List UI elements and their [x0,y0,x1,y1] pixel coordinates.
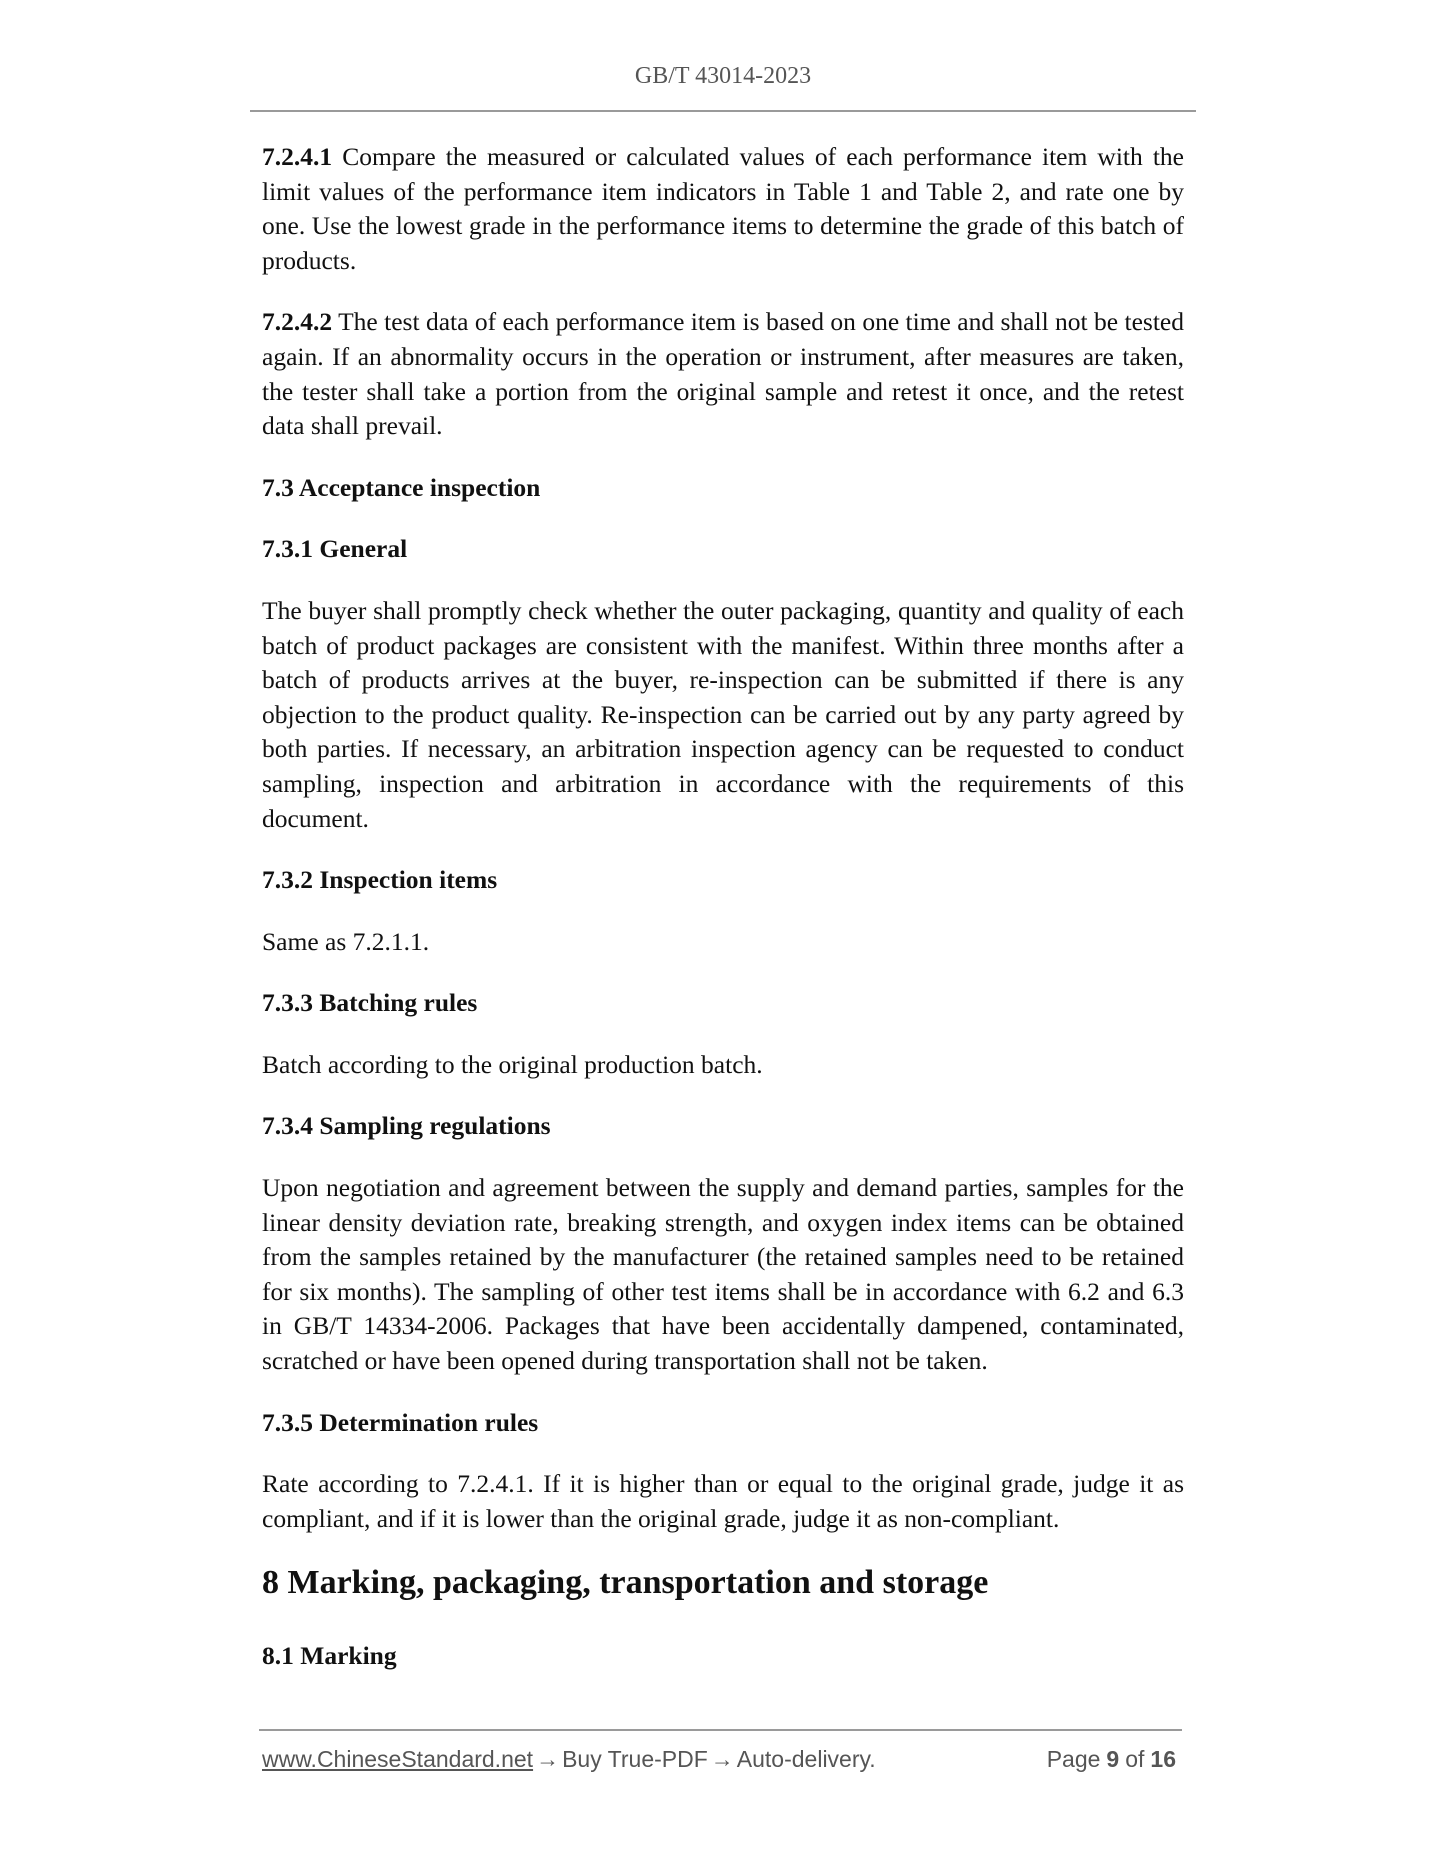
document-body [262,140,1184,1701]
paragraph-general: The buyer shall promptly check whether the outer packaging, quantity and quality of each batch of product packages are consistent with the manifest. Within three months after a batch of products arrives at the buyer, re-inspection can be submitted if there is any objection to the product quality. Re-inspection can be carried out by any party agreed by both parties. If necessary, an arbitration inspection agency can be requested to conduct sampling, inspection and arbitration in accordance with the requirements of this document. [262,595,1184,833]
heading-7-3-5: 7.3.5 Determination rules [262,1407,539,1437]
heading-7-3-3: 7.3.3 Batching rules [262,988,478,1018]
clause-text: Compare the measured or calculated values of each performance item with the limit values of the performance item indicators in Table 1 and Table 2, and rate one by one. Use the lowest grade in the performance items to determine the grade of this batch of products. [262,142,1184,275]
of-label: of [1125,1746,1145,1772]
page-footer [262,1745,1182,1773]
heading-8-1: 8.1 Marking [262,1641,397,1671]
auto-delivery-text: Auto-delivery. [736,1746,876,1772]
running-header-doc-id: GB/T 43014-2023 [634,63,812,89]
paragraph-batching-rules: Batch according to the original production batch. [262,1049,763,1079]
page-indicator [1047,1745,1182,1773]
site-link[interactable]: www.ChineseStandard.net [262,1746,534,1772]
heading-7-3: 7.3 Acceptance inspection [262,472,541,502]
heading-7-3-1: 7.3.1 General [262,534,408,564]
arrow-right-icon: → [536,1746,560,1772]
paragraph-inspection-items: Same as 7.2.1.1. [262,926,430,956]
page-label: Page [1046,1746,1101,1772]
clause-number: 7.2.4.2 [262,307,333,337]
arrow-right-icon: → [710,1746,734,1772]
heading-7-3-4: 7.3.4 Sampling regulations [262,1111,551,1141]
page-current: 9 [1106,1746,1120,1772]
paragraph-sampling-regulations: Upon negotiation and agreement between the supply and demand parties, samples for the linear density deviation rate, breaking strength, and oxygen index items can be obtained from the samples retained by the manufacturer (the retained samples need to be retained for six months). The sampling of other test items shall be in accordance with 6.2 and 6.3 in GB/T 14334-2006. Packages that have been accidentally dampened, contaminated, scratched or have been opened during transportation shall not be taken. [262,1173,1184,1376]
clause-7-2-4-1 [262,140,1184,278]
header-divider [250,110,1196,112]
buy-pdf-text: Buy True-PDF [562,1746,708,1772]
footer-divider [259,1729,1182,1731]
heading-7-3-2: 7.3.2 Inspection items [262,865,498,895]
clause-number: 7.2.4.1 [262,142,333,171]
clause-text: The test data of each performance item is based on one time and shall not be tested again. If an abnormality occurs in the operation or instrument, after measures are taken, the tester shall take a portion from the original sample and retest it once, and the retest data shall prevail. [262,307,1184,441]
page-total: 16 [1150,1746,1176,1772]
clause-7-2-4-2 [262,305,1184,443]
paragraph-determination-rules: Rate according to 7.2.4.1. If it is higher than or equal to the original grade, judge it as compliant, and if it is lower than the original grade, judge it as non-compliant. [262,1469,1184,1533]
chapter-heading-8: 8 Marking, packaging, transportation and storage [262,1564,989,1602]
